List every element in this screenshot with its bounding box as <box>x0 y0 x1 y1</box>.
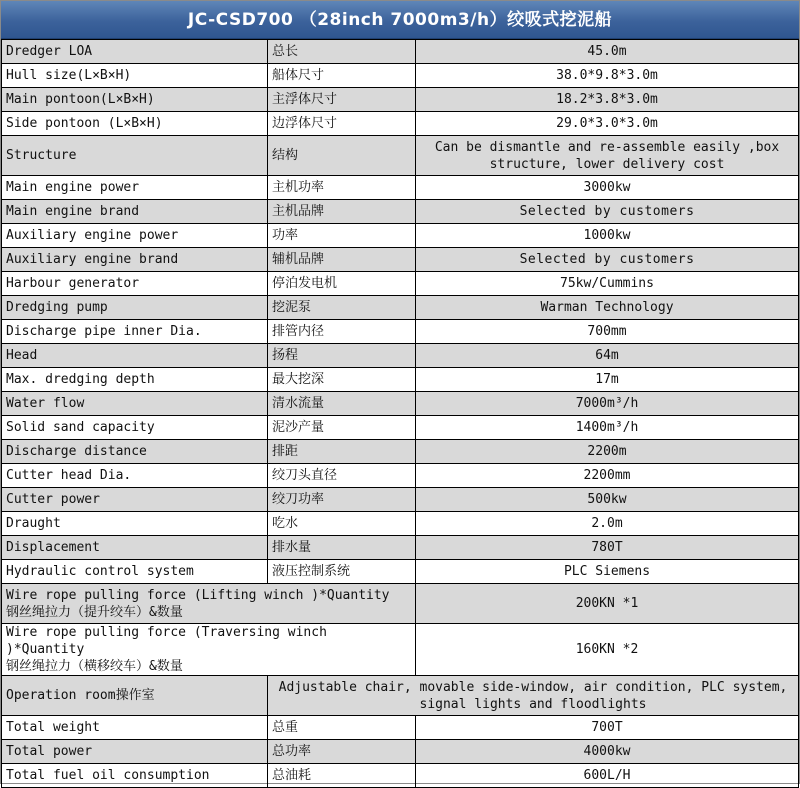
row-value: 38.0*9.8*3.0m <box>416 64 799 88</box>
row-value: Warman Technology <box>416 296 799 320</box>
row-label-en: Auxiliary engine power <box>2 224 268 248</box>
row-label-zh: 排距 <box>268 440 416 464</box>
table-row <box>2 536 799 560</box>
row-label-en: Structure <box>2 136 268 176</box>
table-row <box>2 64 799 88</box>
row-value: 3000kw <box>416 176 799 200</box>
row-label-zh: 泥沙产量 <box>268 416 416 440</box>
row-label-zh: 最大挖深 <box>268 368 416 392</box>
row-label-zh: 钢丝绳拉力（提升绞车）&数量 <box>6 604 183 620</box>
row-label-zh: 钢丝绳拉力（横移绞车）&数量 <box>6 659 183 674</box>
row-value: 200KN *1 <box>416 584 799 624</box>
row-label-en: Wire rope pulling force (Traversing winch )*Quantity <box>6 625 327 657</box>
table-row <box>2 272 799 296</box>
row-label-zh: 功率 <box>268 224 416 248</box>
row-value: 2200m <box>416 440 799 464</box>
row-value: 75kw/Cummins <box>416 272 799 296</box>
table-row <box>2 392 799 416</box>
row-label-zh: 主机品牌 <box>268 200 416 224</box>
table-row <box>2 248 799 272</box>
table-row <box>2 716 799 740</box>
row-label-bilingual <box>2 584 416 624</box>
spec-table-body <box>2 40 799 788</box>
row-label-en: Discharge distance <box>2 440 268 464</box>
row-label-en: Main engine power <box>2 176 268 200</box>
row-label-en: Discharge pipe inner Dia. <box>2 320 268 344</box>
table-row <box>2 488 799 512</box>
row-label-en: Total fuel oil consumption <box>2 764 268 788</box>
row-value: Adjustable chair, movable side-window, air condition, PLC system, signal lights and floodlights <box>268 676 799 716</box>
row-label-en: Hull size(L×B×H) <box>2 64 268 88</box>
row-label-zh: 总重 <box>268 716 416 740</box>
row-value: 2.0m <box>416 512 799 536</box>
row-label-zh: 总油耗 <box>268 764 416 788</box>
row-value: Selected by customers <box>416 200 799 224</box>
table-row <box>2 464 799 488</box>
spec-table <box>1 39 799 788</box>
row-label-en: Main pontoon(L×B×H) <box>2 88 268 112</box>
table-row-operation-room <box>2 676 799 716</box>
row-label-en: Side pontoon (L×B×H) <box>2 112 268 136</box>
row-value: 4000kw <box>416 740 799 764</box>
row-label-zh: 主机功率 <box>268 176 416 200</box>
row-label-en: Displacement <box>2 536 268 560</box>
table-row-winch-lifting <box>2 584 799 624</box>
table-row <box>2 136 799 176</box>
row-value: 1000kw <box>416 224 799 248</box>
row-label-zh: 主浮体尺寸 <box>268 88 416 112</box>
row-label-zh: 边浮体尺寸 <box>268 112 416 136</box>
row-label-operation-room: Operation room操作室 <box>2 676 268 716</box>
row-label-en: Cutter power <box>2 488 268 512</box>
row-label-en: Main engine brand <box>2 200 268 224</box>
row-value: 700T <box>416 716 799 740</box>
row-label-zh: 停泊发电机 <box>268 272 416 296</box>
table-row <box>2 440 799 464</box>
row-label-zh: 吃水 <box>268 512 416 536</box>
row-label-zh: 绞刀功率 <box>268 488 416 512</box>
row-value: 700mm <box>416 320 799 344</box>
row-value: 1400m³/h <box>416 416 799 440</box>
row-value: 45.0m <box>416 40 799 64</box>
row-label-en: Water flow <box>2 392 268 416</box>
table-row <box>2 88 799 112</box>
table-row-winch-traversing <box>2 624 799 676</box>
row-value: 7000m³/h <box>416 392 799 416</box>
row-label-zh: 船体尺寸 <box>268 64 416 88</box>
row-label-en: Max. dredging depth <box>2 368 268 392</box>
table-row <box>2 176 799 200</box>
row-value: 780T <box>416 536 799 560</box>
row-value: 17m <box>416 368 799 392</box>
table-row <box>2 296 799 320</box>
table-row <box>2 512 799 536</box>
row-label-zh: 排管内径 <box>268 320 416 344</box>
row-value: Can be dismantle and re-assemble easily ,box structure, lower delivery cost <box>416 136 799 176</box>
row-label-bilingual <box>2 624 416 676</box>
table-row <box>2 368 799 392</box>
row-value: 160KN *2 <box>416 624 799 676</box>
table-row <box>2 320 799 344</box>
table-row <box>2 224 799 248</box>
row-label-en: Head <box>2 344 268 368</box>
row-value: 18.2*3.8*3.0m <box>416 88 799 112</box>
row-label-en: Wire rope pulling force (Lifting winch )*Quantity <box>6 587 390 603</box>
row-value: 600L/H <box>416 764 799 788</box>
table-row <box>2 416 799 440</box>
row-label-zh: 辅机品牌 <box>268 248 416 272</box>
table-title: JC-CSD700 （28inch 7000m3/h）绞吸式挖泥船 <box>1 1 799 39</box>
row-label-zh: 扬程 <box>268 344 416 368</box>
table-row <box>2 200 799 224</box>
row-label-zh: 总长 <box>268 40 416 64</box>
row-label-zh: 挖泥泵 <box>268 296 416 320</box>
row-label-en: Hydraulic control system <box>2 560 268 584</box>
table-row <box>2 560 799 584</box>
row-label-zh: 清水流量 <box>268 392 416 416</box>
row-label-en: Total weight <box>2 716 268 740</box>
row-value: 29.0*3.0*3.0m <box>416 112 799 136</box>
row-label-en: Harbour generator <box>2 272 268 296</box>
row-label-zh: 结构 <box>268 136 416 176</box>
row-value: Selected by customers <box>416 248 799 272</box>
row-label-en: Auxiliary engine brand <box>2 248 268 272</box>
row-value: 2200mm <box>416 464 799 488</box>
row-label-zh: 绞刀头直径 <box>268 464 416 488</box>
row-label-en: Dredger LOA <box>2 40 268 64</box>
row-label-en: Solid sand capacity <box>2 416 268 440</box>
table-row <box>2 112 799 136</box>
row-label-zh: 液压控制系统 <box>268 560 416 584</box>
row-label-zh: 排水量 <box>268 536 416 560</box>
table-row <box>2 40 799 64</box>
row-value: 500kw <box>416 488 799 512</box>
table-row <box>2 344 799 368</box>
row-label-en: Cutter head Dia. <box>2 464 268 488</box>
table-row <box>2 740 799 764</box>
row-value: 64m <box>416 344 799 368</box>
row-label-en: Dredging pump <box>2 296 268 320</box>
row-value: PLC Siemens <box>416 560 799 584</box>
row-label-en: Total power <box>2 740 268 764</box>
row-label-en: Draught <box>2 512 268 536</box>
row-label-zh: 总功率 <box>268 740 416 764</box>
